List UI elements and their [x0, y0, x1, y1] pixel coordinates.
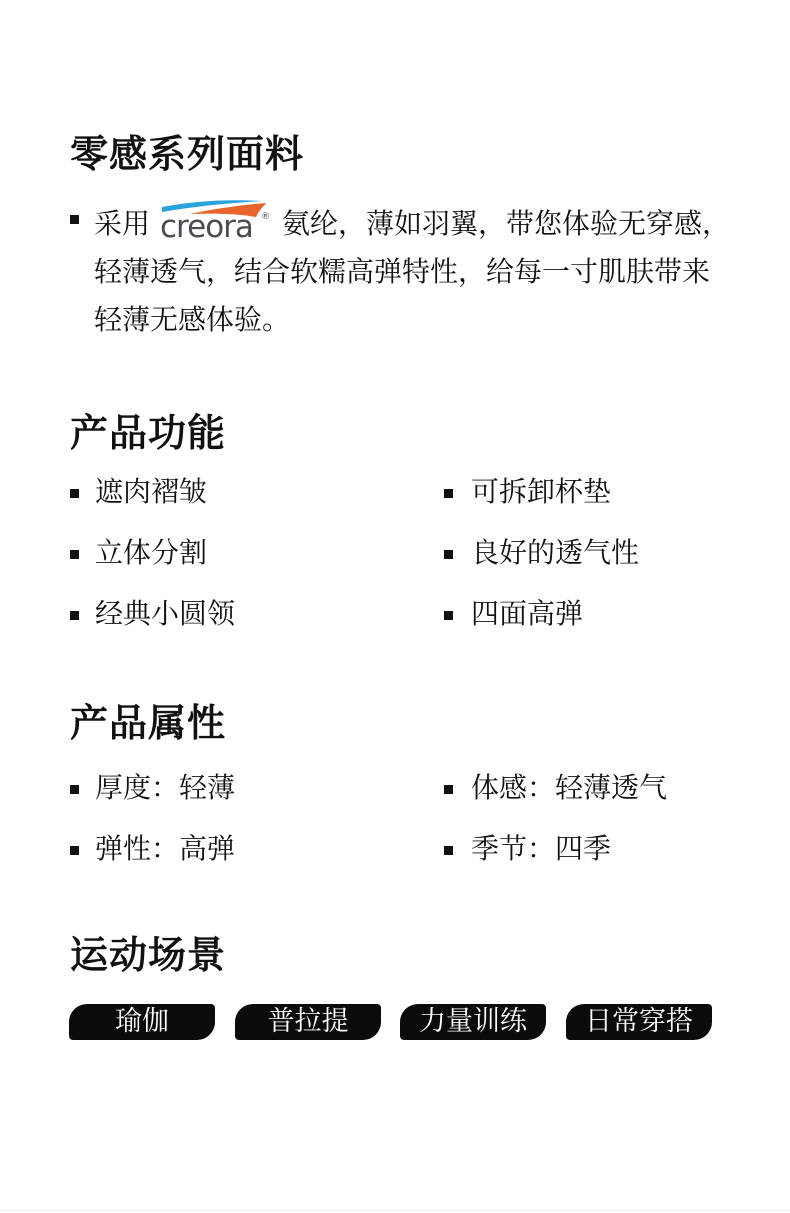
fabric-section-title: 零感系列面料	[70, 132, 305, 176]
square-bullet-icon	[70, 785, 79, 794]
square-bullet-icon	[70, 846, 79, 855]
attribute-item: 厚度：轻薄	[95, 771, 236, 804]
square-bullet-icon	[444, 846, 453, 855]
scenes-section-title: 运动场景	[70, 933, 227, 977]
function-item: 可拆卸杯垫	[471, 475, 612, 508]
function-item: 遮肉褶皱	[95, 475, 208, 508]
functions-section-title: 产品功能	[70, 411, 227, 455]
attributes-section-title: 产品属性	[70, 701, 227, 745]
fabric-line-3: 轻薄无感体验。	[94, 303, 291, 336]
fabric-line-1-prefix: 采用	[94, 207, 151, 240]
square-bullet-icon	[70, 215, 79, 224]
function-item: 良好的透气性	[471, 536, 640, 569]
divider	[0, 1210, 790, 1211]
fabric-description	[94, 200, 764, 344]
attribute-item: 季节：四季	[471, 832, 612, 865]
scene-tag-daily-wear: 日常穿搭	[566, 1004, 712, 1040]
square-bullet-icon	[444, 550, 453, 559]
square-bullet-icon	[444, 785, 453, 794]
square-bullet-icon	[70, 489, 79, 498]
fabric-line-2: 轻薄透气，结合软糯高弹特性，给每一寸肌肤带来	[94, 255, 711, 288]
function-item: 四面高弹	[471, 597, 584, 630]
square-bullet-icon	[444, 489, 453, 498]
function-item: 立体分割	[95, 536, 208, 569]
scene-tag-pilates: 普拉提	[235, 1004, 381, 1040]
fabric-line-1-suffix: 氨纶，薄如羽翼，带您体验无穿感，	[282, 207, 731, 240]
fabric-line-1	[94, 200, 764, 248]
function-item: 经典小圆领	[95, 597, 236, 630]
creora-logo-text: creora	[160, 209, 253, 245]
scene-tag-strength-training: 力量训练	[400, 1004, 546, 1040]
attribute-item: 体感：轻薄透气	[471, 771, 668, 804]
registered-mark-icon: ®	[261, 212, 271, 222]
creora-logo	[160, 199, 270, 243]
scene-tag-yoga: 瑜伽	[69, 1004, 215, 1040]
square-bullet-icon	[70, 550, 79, 559]
square-bullet-icon	[444, 611, 453, 620]
square-bullet-icon	[70, 611, 79, 620]
attribute-item: 弹性：高弹	[95, 832, 236, 865]
